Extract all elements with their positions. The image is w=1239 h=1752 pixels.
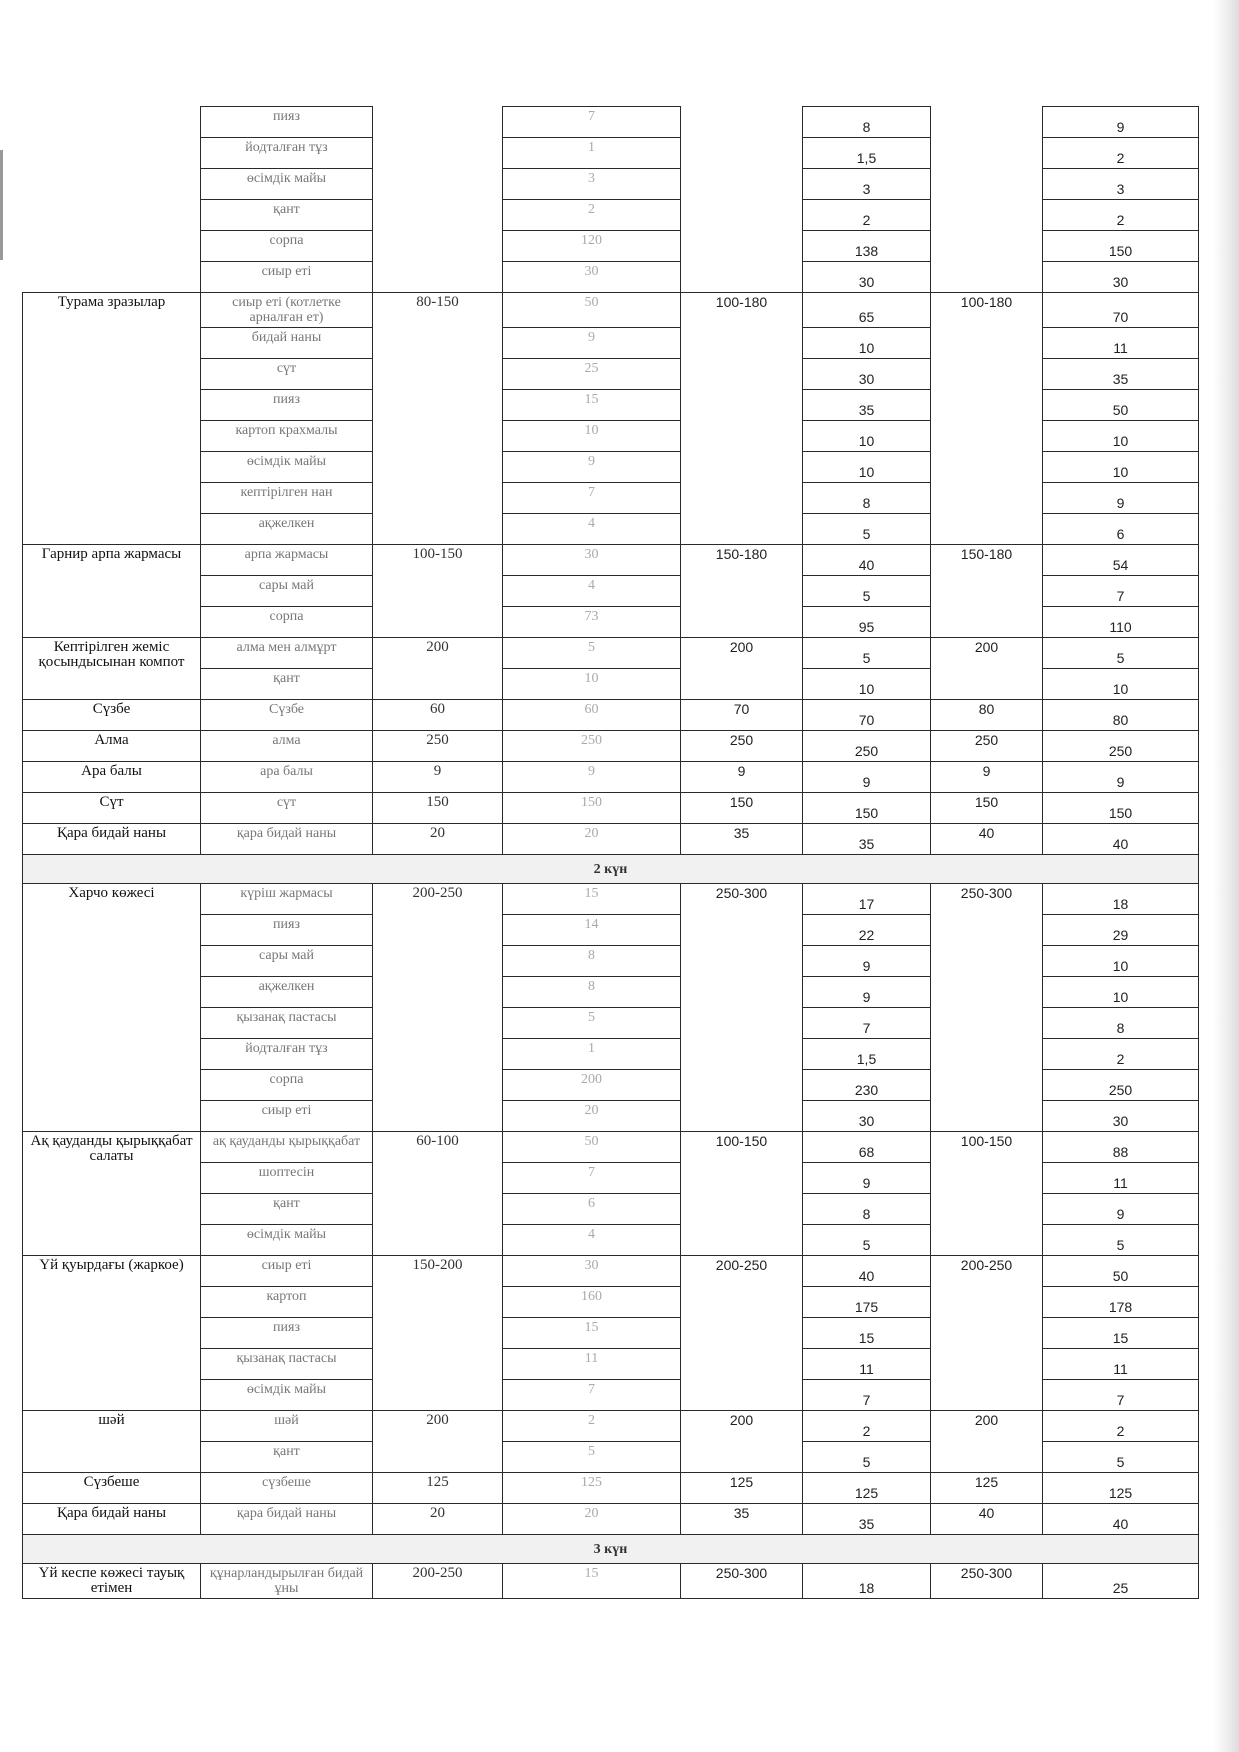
weight-age1: 60 — [503, 700, 681, 731]
dish-name: Алма — [23, 731, 201, 762]
portion-age3: 150-180 — [931, 545, 1043, 638]
portion-age3: 125 — [931, 1473, 1043, 1504]
portion-age1: 200 — [373, 1411, 503, 1473]
weight-age1: 5 — [503, 1442, 681, 1473]
scan-margin-mark — [0, 150, 3, 260]
weight-age2: 5 — [803, 514, 931, 545]
portion-age2: 200 — [681, 638, 803, 700]
weight-age2: 9 — [803, 946, 931, 977]
weight-age3: 3 — [1043, 169, 1199, 200]
weight-age1: 20 — [503, 824, 681, 855]
ingredient-name: сорпа — [201, 231, 373, 262]
weight-age2: 35 — [803, 390, 931, 421]
dish-name: Турама зразылар — [23, 293, 201, 545]
weight-age1: 6 — [503, 1194, 681, 1225]
weight-age2: 30 — [803, 359, 931, 390]
weight-age3: 7 — [1043, 1380, 1199, 1411]
ingredient-name: картоп крахмалы — [201, 421, 373, 452]
table-row — [23, 762, 1199, 793]
table-row — [23, 638, 1199, 669]
weight-age2: 11 — [803, 1349, 931, 1380]
weight-age2: 30 — [803, 1101, 931, 1132]
weight-age1: 4 — [503, 514, 681, 545]
weight-age2: 5 — [803, 1225, 931, 1256]
weight-age1: 120 — [503, 231, 681, 262]
weight-age2: 70 — [803, 700, 931, 731]
weight-age1: 250 — [503, 731, 681, 762]
portion-age3: 200 — [931, 638, 1043, 700]
weight-age3: 30 — [1043, 1101, 1199, 1132]
dish-name: Ара балы — [23, 762, 201, 793]
weight-age2: 250 — [803, 731, 931, 762]
menu-table-body — [23, 107, 1199, 1599]
weight-age3: 11 — [1043, 1163, 1199, 1194]
weight-age1: 8 — [503, 977, 681, 1008]
weight-age1: 5 — [503, 638, 681, 669]
ingredient-name: қант — [201, 1194, 373, 1225]
portion-age1: 9 — [373, 762, 503, 793]
ingredient-name: сүт — [201, 793, 373, 824]
dish-name — [23, 107, 201, 293]
weight-age2: 3 — [803, 169, 931, 200]
portion-age3: 150 — [931, 793, 1043, 824]
portion-age2: 9 — [681, 762, 803, 793]
portion-age3: 80 — [931, 700, 1043, 731]
weight-age3: 7 — [1043, 576, 1199, 607]
weight-age2: 9 — [803, 762, 931, 793]
weight-age2: 5 — [803, 1442, 931, 1473]
ingredient-name: картоп — [201, 1287, 373, 1318]
weight-age2: 9 — [803, 977, 931, 1008]
ingredient-name: қызанақ пастасы — [201, 1008, 373, 1039]
table-row — [23, 1504, 1199, 1535]
weight-age3: 10 — [1043, 977, 1199, 1008]
weight-age1: 50 — [503, 293, 681, 328]
weight-age1: 3 — [503, 169, 681, 200]
weight-age2: 8 — [803, 483, 931, 514]
table-row — [23, 793, 1199, 824]
table-row — [23, 545, 1199, 576]
portion-age2: 150-180 — [681, 545, 803, 638]
dish-name: Қара бидай наны — [23, 1504, 201, 1535]
portion-age1: 60-100 — [373, 1132, 503, 1256]
ingredient-name: өсімдік майы — [201, 1225, 373, 1256]
ingredient-name: йодталған тұз — [201, 138, 373, 169]
weight-age2: 175 — [803, 1287, 931, 1318]
weight-age1: 15 — [503, 1564, 681, 1599]
weight-age1: 15 — [503, 390, 681, 421]
portion-age1: 100-150 — [373, 545, 503, 638]
ingredient-name: сүзбеше — [201, 1473, 373, 1504]
weight-age3: 10 — [1043, 452, 1199, 483]
weight-age3: 10 — [1043, 669, 1199, 700]
weight-age2: 230 — [803, 1070, 931, 1101]
ingredient-name: құнарландырылған бидай ұны — [201, 1564, 373, 1599]
portion-age2: 70 — [681, 700, 803, 731]
weight-age2: 18 — [803, 1564, 931, 1599]
weight-age1: 5 — [503, 1008, 681, 1039]
table-row — [23, 293, 1199, 328]
weight-age1: 200 — [503, 1070, 681, 1101]
weight-age2: 2 — [803, 1411, 931, 1442]
portion-age3: 250 — [931, 731, 1043, 762]
portion-age3: 200-250 — [931, 1256, 1043, 1411]
ingredient-name: алма мен алмұрт — [201, 638, 373, 669]
ingredient-name: өсімдік майы — [201, 452, 373, 483]
weight-age3: 29 — [1043, 915, 1199, 946]
portion-age1: 250 — [373, 731, 503, 762]
weight-age2: 68 — [803, 1132, 931, 1163]
weight-age2: 5 — [803, 638, 931, 669]
portion-age3: 200 — [931, 1411, 1043, 1473]
weight-age1: 7 — [503, 483, 681, 514]
day-header-row — [23, 855, 1199, 884]
portion-age1: 125 — [373, 1473, 503, 1504]
weight-age3: 15 — [1043, 1318, 1199, 1349]
weight-age3: 18 — [1043, 884, 1199, 915]
weight-age3: 11 — [1043, 1349, 1199, 1380]
weight-age3: 250 — [1043, 1070, 1199, 1101]
weight-age2: 9 — [803, 1163, 931, 1194]
weight-age1: 125 — [503, 1473, 681, 1504]
weight-age3: 125 — [1043, 1473, 1199, 1504]
weight-age3: 40 — [1043, 824, 1199, 855]
weight-age2: 30 — [803, 262, 931, 293]
weight-age1: 20 — [503, 1504, 681, 1535]
ingredient-name: өсімдік майы — [201, 1380, 373, 1411]
weight-age1: 9 — [503, 452, 681, 483]
weight-age2: 95 — [803, 607, 931, 638]
dish-name: Қара бидай наны — [23, 824, 201, 855]
weight-age1: 11 — [503, 1349, 681, 1380]
weight-age1: 20 — [503, 1101, 681, 1132]
weight-age2: 10 — [803, 669, 931, 700]
portion-age1: 20 — [373, 824, 503, 855]
ingredient-name: арпа жармасы — [201, 545, 373, 576]
portion-age3: 100-180 — [931, 293, 1043, 545]
weight-age2: 1,5 — [803, 138, 931, 169]
weight-age3: 10 — [1043, 946, 1199, 977]
weight-age3: 9 — [1043, 107, 1199, 138]
table-row — [23, 107, 1199, 138]
ingredient-name: Сүзбе — [201, 700, 373, 731]
weight-age1: 15 — [503, 884, 681, 915]
ingredient-name: бидай наны — [201, 328, 373, 359]
weight-age1: 25 — [503, 359, 681, 390]
weight-age3: 50 — [1043, 1256, 1199, 1287]
dish-name: Үй кеспе көжесі тауық етімен — [23, 1564, 201, 1599]
portion-age2: 100-150 — [681, 1132, 803, 1256]
weight-age1: 4 — [503, 576, 681, 607]
portion-age3: 9 — [931, 762, 1043, 793]
ingredient-name: күріш жармасы — [201, 884, 373, 915]
ingredient-name: шоптесін — [201, 1163, 373, 1194]
weight-age2: 22 — [803, 915, 931, 946]
weight-age3: 80 — [1043, 700, 1199, 731]
ingredient-name: алма — [201, 731, 373, 762]
weight-age1: 7 — [503, 1380, 681, 1411]
table-row — [23, 1132, 1199, 1163]
weight-age3: 35 — [1043, 359, 1199, 390]
portion-age3: 40 — [931, 1504, 1043, 1535]
weight-age3: 88 — [1043, 1132, 1199, 1163]
weight-age2: 10 — [803, 328, 931, 359]
ingredient-name: сиыр еті (котлетке арналған ет) — [201, 293, 373, 328]
portion-age2: 250-300 — [681, 884, 803, 1132]
weight-age2: 8 — [803, 107, 931, 138]
day-label: 2 күн — [23, 855, 1199, 884]
weight-age2: 7 — [803, 1008, 931, 1039]
weight-age2: 35 — [803, 1504, 931, 1535]
table-row — [23, 1564, 1199, 1599]
ingredient-name: сары май — [201, 576, 373, 607]
weight-age1: 2 — [503, 1411, 681, 1442]
weight-age3: 250 — [1043, 731, 1199, 762]
weight-age2: 35 — [803, 824, 931, 855]
ingredient-name: сиыр еті — [201, 1101, 373, 1132]
portion-age1: 150-200 — [373, 1256, 503, 1411]
table-row — [23, 1411, 1199, 1442]
portion-age2: 125 — [681, 1473, 803, 1504]
weight-age2: 150 — [803, 793, 931, 824]
table-row — [23, 700, 1199, 731]
weight-age1: 150 — [503, 793, 681, 824]
portion-age2: 200 — [681, 1411, 803, 1473]
portion-age1: 80-150 — [373, 293, 503, 545]
ingredient-name: пияз — [201, 1318, 373, 1349]
weight-age1: 50 — [503, 1132, 681, 1163]
weight-age1: 30 — [503, 1256, 681, 1287]
weight-age1: 9 — [503, 328, 681, 359]
dish-name: Сүзбеше — [23, 1473, 201, 1504]
weight-age3: 10 — [1043, 421, 1199, 452]
portion-age1: 60 — [373, 700, 503, 731]
portion-age1: 150 — [373, 793, 503, 824]
portion-age2 — [681, 107, 803, 293]
dish-name: Харчо көжесі — [23, 884, 201, 1132]
weight-age3: 30 — [1043, 262, 1199, 293]
weight-age2: 10 — [803, 421, 931, 452]
weight-age2: 5 — [803, 576, 931, 607]
table-row — [23, 824, 1199, 855]
ingredient-name: сүт — [201, 359, 373, 390]
scan-edge-shadow — [1213, 0, 1239, 1752]
weight-age3: 110 — [1043, 607, 1199, 638]
portion-age2: 35 — [681, 824, 803, 855]
ingredient-name: өсімдік майы — [201, 169, 373, 200]
weight-age3: 2 — [1043, 1411, 1199, 1442]
weight-age1: 1 — [503, 1039, 681, 1070]
ingredient-name: ақжелкен — [201, 977, 373, 1008]
ingredient-name: қара бидай наны — [201, 1504, 373, 1535]
portion-age3 — [931, 107, 1043, 293]
weight-age1: 9 — [503, 762, 681, 793]
ingredient-name: пияз — [201, 107, 373, 138]
weight-age3: 70 — [1043, 293, 1199, 328]
weight-age1: 15 — [503, 1318, 681, 1349]
weight-age3: 6 — [1043, 514, 1199, 545]
weight-age3: 8 — [1043, 1008, 1199, 1039]
ingredient-name: ара балы — [201, 762, 373, 793]
weight-age1: 73 — [503, 607, 681, 638]
ingredient-name: сиыр еті — [201, 1256, 373, 1287]
weight-age3: 150 — [1043, 793, 1199, 824]
weight-age2: 138 — [803, 231, 931, 262]
weight-age3: 5 — [1043, 1442, 1199, 1473]
dish-name: Гарнир арпа жармасы — [23, 545, 201, 638]
weight-age3: 2 — [1043, 1039, 1199, 1070]
weight-age3: 9 — [1043, 762, 1199, 793]
weight-age3: 25 — [1043, 1564, 1199, 1599]
ingredient-name: ақ қауданды қырыққабат — [201, 1132, 373, 1163]
weight-age3: 54 — [1043, 545, 1199, 576]
portion-age2: 250 — [681, 731, 803, 762]
menu-table — [22, 106, 1199, 1599]
dish-name: Кептірілген жеміс қосындысынан компот — [23, 638, 201, 700]
ingredient-name: пияз — [201, 390, 373, 421]
weight-age1: 1 — [503, 138, 681, 169]
ingredient-name: қант — [201, 1442, 373, 1473]
weight-age1: 2 — [503, 200, 681, 231]
ingredient-name: қара бидай наны — [201, 824, 373, 855]
weight-age1: 30 — [503, 545, 681, 576]
portion-age1 — [373, 107, 503, 293]
portion-age2: 200-250 — [681, 1256, 803, 1411]
dish-name: шәй — [23, 1411, 201, 1473]
weight-age3: 9 — [1043, 1194, 1199, 1225]
weight-age3: 5 — [1043, 1225, 1199, 1256]
ingredient-name: қызанақ пастасы — [201, 1349, 373, 1380]
weight-age2: 15 — [803, 1318, 931, 1349]
weight-age1: 14 — [503, 915, 681, 946]
portion-age2: 150 — [681, 793, 803, 824]
weight-age2: 1,5 — [803, 1039, 931, 1070]
weight-age2: 65 — [803, 293, 931, 328]
weight-age1: 4 — [503, 1225, 681, 1256]
ingredient-name: сорпа — [201, 1070, 373, 1101]
weight-age1: 160 — [503, 1287, 681, 1318]
portion-age2: 35 — [681, 1504, 803, 1535]
portion-age1: 20 — [373, 1504, 503, 1535]
day-header-row — [23, 1535, 1199, 1564]
weight-age3: 150 — [1043, 231, 1199, 262]
portion-age1: 200 — [373, 638, 503, 700]
portion-age2: 250-300 — [681, 1564, 803, 1599]
weight-age1: 10 — [503, 421, 681, 452]
weight-age3: 2 — [1043, 138, 1199, 169]
weight-age1: 10 — [503, 669, 681, 700]
weight-age1: 30 — [503, 262, 681, 293]
ingredient-name: сорпа — [201, 607, 373, 638]
portion-age3: 250-300 — [931, 1564, 1043, 1599]
table-row — [23, 1256, 1199, 1287]
ingredient-name: шәй — [201, 1411, 373, 1442]
weight-age1: 8 — [503, 946, 681, 977]
weight-age3: 178 — [1043, 1287, 1199, 1318]
ingredient-name: сиыр еті — [201, 262, 373, 293]
weight-age1: 7 — [503, 1163, 681, 1194]
ingredient-name: пияз — [201, 915, 373, 946]
table-row — [23, 884, 1199, 915]
table-row — [23, 1473, 1199, 1504]
weight-age2: 17 — [803, 884, 931, 915]
weight-age3: 50 — [1043, 390, 1199, 421]
weight-age2: 7 — [803, 1380, 931, 1411]
portion-age2: 100-180 — [681, 293, 803, 545]
weight-age3: 5 — [1043, 638, 1199, 669]
portion-age3: 250-300 — [931, 884, 1043, 1132]
ingredient-name: сары май — [201, 946, 373, 977]
weight-age2: 40 — [803, 545, 931, 576]
ingredient-name: кептірілген нан — [201, 483, 373, 514]
weight-age3: 2 — [1043, 200, 1199, 231]
weight-age2: 2 — [803, 200, 931, 231]
weight-age2: 40 — [803, 1256, 931, 1287]
ingredient-name: ақжелкен — [201, 514, 373, 545]
portion-age3: 40 — [931, 824, 1043, 855]
portion-age1: 200-250 — [373, 884, 503, 1132]
dish-name: Үй қуырдағы (жаркое) — [23, 1256, 201, 1411]
dish-name: Ақ қауданды қырыққабат салаты — [23, 1132, 201, 1256]
weight-age2: 125 — [803, 1473, 931, 1504]
weight-age3: 9 — [1043, 483, 1199, 514]
weight-age2: 10 — [803, 452, 931, 483]
dish-name: Сүзбе — [23, 700, 201, 731]
ingredient-name: йодталған тұз — [201, 1039, 373, 1070]
portion-age1: 200-250 — [373, 1564, 503, 1599]
ingredient-name: қант — [201, 200, 373, 231]
day-label: 3 күн — [23, 1535, 1199, 1564]
dish-name: Сүт — [23, 793, 201, 824]
portion-age3: 100-150 — [931, 1132, 1043, 1256]
weight-age3: 40 — [1043, 1504, 1199, 1535]
weight-age1: 7 — [503, 107, 681, 138]
weight-age3: 11 — [1043, 328, 1199, 359]
table-row — [23, 731, 1199, 762]
ingredient-name: қант — [201, 669, 373, 700]
weight-age2: 8 — [803, 1194, 931, 1225]
